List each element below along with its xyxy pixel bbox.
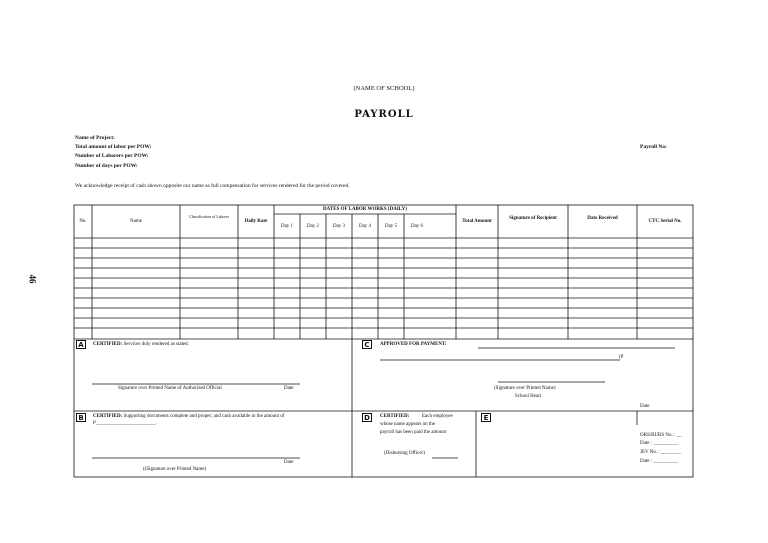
laborers-count-label: Number of Laborers per POW: bbox=[75, 153, 149, 159]
section-d-label: CERTIFIED: bbox=[380, 414, 410, 419]
side-page-mark: 46 bbox=[27, 274, 38, 284]
section-d-text-line-2: whose name appears on the bbox=[380, 422, 435, 427]
section-e-ors-no: ORS/BURS No. : __ bbox=[640, 433, 682, 438]
section-d-text-line-1: Each employee bbox=[422, 414, 453, 419]
section-c-signature-caption: (Signature over Printed Name) bbox=[494, 386, 556, 391]
section-b-certification bbox=[93, 414, 351, 420]
col-header-day-5: Day 5 bbox=[384, 224, 398, 229]
section-c-letter: C bbox=[362, 340, 372, 349]
section-d-letter: D bbox=[362, 413, 372, 422]
project-name-label: Name of Project: bbox=[75, 135, 115, 141]
section-e-date-2: Date : __________ bbox=[640, 459, 679, 464]
section-b-label: CERTIFIED: bbox=[93, 414, 123, 419]
col-header-date-received: Date Received bbox=[587, 216, 618, 221]
section-d-text-line-3: payroll has been paid the amount bbox=[380, 430, 447, 435]
section-c-amount-suffix: (P bbox=[619, 355, 624, 360]
section-b-letter: B bbox=[76, 413, 86, 422]
section-b-text: Supporting documents complete and proper; and cash available in the amount of bbox=[123, 414, 285, 419]
section-a-signature-caption: Signature over Printed Name of Authorized Official bbox=[118, 386, 222, 391]
section-a-text: Services duly rendered as stated. bbox=[123, 342, 189, 347]
section-a-label: CERTIFIED: bbox=[93, 342, 123, 347]
col-header-day-4: Day 4 bbox=[358, 224, 372, 229]
col-header-dates: DATES OF LABOR WORKS (DAILY) bbox=[323, 207, 407, 212]
school-name: (NAME OF SCHOOL) bbox=[353, 85, 415, 92]
col-header-classification: Classification of Laborer bbox=[189, 214, 229, 219]
page-title: PAYROLL bbox=[354, 109, 414, 120]
section-d-signature-caption: (Disbursing Officer) bbox=[384, 451, 425, 456]
section-a-letter: A bbox=[76, 340, 86, 349]
section-c-title: School Head bbox=[515, 394, 541, 399]
section-a-certification bbox=[93, 342, 189, 348]
col-header-name: Name bbox=[130, 219, 142, 224]
section-c-date-caption: Date bbox=[640, 404, 650, 409]
col-header-day-1: Day 1 bbox=[280, 224, 294, 229]
col-header-daily-rate: Daily Rate bbox=[244, 219, 268, 224]
col-header-day-3: Day 3 bbox=[332, 224, 346, 229]
section-b-date-caption: Date bbox=[284, 460, 294, 465]
section-b-amount-line: P________________________. bbox=[93, 421, 158, 426]
col-header-ctc: CTC Serial No. bbox=[648, 219, 682, 224]
col-header-day-2: Day 2 bbox=[306, 224, 320, 229]
days-count-label: Number of days per POW: bbox=[75, 163, 138, 169]
section-c-label: APPROVED FOR PAYMENT: bbox=[380, 342, 447, 347]
col-header-signature: Signature of Recipient bbox=[509, 216, 557, 221]
section-e-jev-no: JEV No. : ________ bbox=[640, 450, 682, 455]
acknowledgement-text: We acknowledge receipt of cash shown opposite our name as full compensation for services rendered for the period covered. bbox=[75, 183, 350, 189]
col-header-no: No. bbox=[79, 219, 87, 224]
col-header-day-6: Day 6 bbox=[410, 224, 424, 229]
labor-amount-label: Total amount of labor per POW: bbox=[75, 144, 152, 150]
col-header-total-amount: Total Amount bbox=[462, 219, 492, 224]
section-e-date-1: Date : __________ bbox=[640, 441, 679, 446]
payroll-number-label: Payroll No: bbox=[640, 144, 667, 150]
section-a-date-caption: Date bbox=[284, 386, 294, 391]
section-b-signature-caption: ((Signature over Printed Name) bbox=[143, 467, 207, 472]
section-e-letter: E bbox=[481, 413, 491, 422]
